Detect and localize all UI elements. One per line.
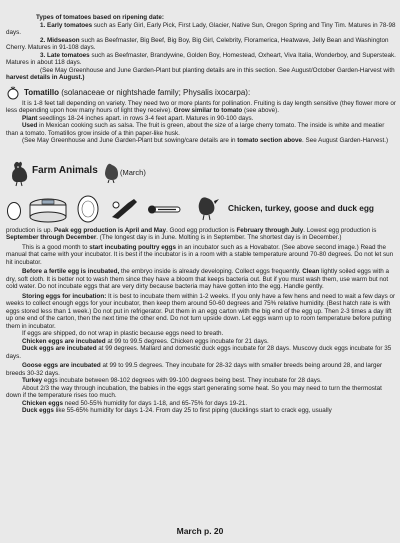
chicken-eggs-title: Chicken, turkey, goose and duck egg <box>228 202 374 213</box>
storing-eggs-paragraph: Storing eggs for incubation: It is best to incubate them within 1-2 weeks. If you only have a few hens and need to wait a few days or weeks to collect enough eggs for your incubator, then keep them around 50-60 degrees and 75% relative humidity. (Best hatch rate is with eggs stored less than 1 week.) Do not put in refrigerator. Put them in an egg carton with the big end of the egg up. Then 2-3 times a day lift up one end of the carton, then the next time the other end. Do not turn upside down. Let eggs warm up to room temperature before putting them in incubator. <box>6 292 396 330</box>
incubator-icon <box>28 197 68 223</box>
shipped-eggs-paragraph: If eggs are shipped, do not wrap in plastic because eggs need to breath. <box>22 330 224 337</box>
tomato-types-heading: Types of tomatoes based on ripening date: <box>36 14 164 21</box>
incubation-heat-paragraph: About 2/3 the way through incubation, the babies in the eggs start generating some heat. So you may need to turn the thermostat down if the temperature rises too much. <box>6 384 382 399</box>
farm-animals-heading <box>6 159 396 189</box>
start-incubating-paragraph: This is a good month to start incubating poultry eggs in an incubator such as a Hovabator. (See above second image.) Read the manual that came with your incubator. It is best if the incubator is in a room with a stable temperature around 70-80 degrees. Do not let sun hit incubator. <box>6 243 394 266</box>
chicken-incubation-paragraph: Chicken eggs are incubated at 99 to 99.5 degrees. Chicken eggs incubate for 21 days. <box>22 337 269 345</box>
late-tomatoes-paragraph: 3. Late tomatoes such as Beefmaster, Brandywine, Golden Boy, Homestead, Oxheart, Viva Italia, Wonderboy, and Supersteak. Matures in about 118 days. <box>6 51 396 66</box>
tomatillo-paragraph-3: Used in Mexican cooking such as salsa. The fruit is green, about the size of a large cherry tomato. The inside is white and meatier than a tomato. Tomatillos grow inside of a thin paper-like husk. <box>6 122 385 137</box>
farm-animals-title: Farm Animals <box>32 164 98 176</box>
duck-incubation-paragraph: Duck eggs are incubated at 99 degrees. Mallard and domestic duck eggs incubate for 28 days. Muscovy duck eggs incubate for 35 days. <box>6 345 392 360</box>
thermometer-icon <box>146 199 186 221</box>
tomatillo-paragraph-2: Plant seedlings 18-24 inches apart. in rows 3-4 feet apart. Matures in 90-100 days. <box>22 114 254 122</box>
fertile-egg-paragraph: Before a fertile egg is incubated, the embryo inside is already developing. Collect eggs frequently. Clean lightly soiled eggs with a dry, soft cloth. It is better not to wash them since they have a bloom that keeps bacteria out. But if you must wash them, use warm but not cold water. Do not incubate eggs that are very dirty because bacteria may have gotten into the egg. Handle gently. <box>6 268 390 290</box>
tomatillo-paragraph-4: (See May Greenhouse and June Garden-Plant but sowing/care details are in tomato section above. See August Garden-Harvest.) <box>22 137 389 144</box>
chicken-humidity-paragraph: Chicken eggs need 50-55% humidity for days 1-18, and 65-75% for days 19-21. <box>22 399 248 407</box>
tomatillo-icon <box>6 86 20 100</box>
turkey-incubation-paragraph: Turkey eggs incubate between 98-102 degrees with 99-100 degrees being best. They incubate for 28 days. <box>22 377 322 384</box>
tomatillo-paragraph-1: It is 1-8 feet tall depending on variety. They need two or more plants for pollination. Fruiting is day length sensitive (they flower more or less depending upon how many hours of light they receive). Grow similar to tomato (see above). <box>6 99 396 114</box>
rooster-icon <box>8 159 30 187</box>
midseason-tomatoes-paragraph: 2. Midseason such as Beefmaster, Big Beef, Big Boy, Big Girl, Celebrity, Floramerica, Heatwave, Jelly Bean and Washington Cherry. Matures in 91-108 days. <box>6 36 389 51</box>
hen-icon <box>102 161 120 183</box>
duck-humidity-paragraph: Duck eggs like 55-65% humidity for days 1-24. From day 25 to first piping (ducklings start to crack egg, usually <box>22 407 332 414</box>
egg-production-paragraph: production is up. Peak egg production is April and May. Good egg production is February through July. Lowest egg production is September through December. (The longest day is in June. Molting is in September. The shortest day is in December.) <box>6 226 377 241</box>
chick-icon <box>192 193 222 223</box>
tomatillo-title: Tomatillo <box>24 87 59 97</box>
farm-month: (March) <box>120 167 146 177</box>
document-page <box>6 0 396 543</box>
tomatillo-heading: Tomatillo (solanaceae or nightshade family; Physalis ixocarpa): <box>6 86 396 100</box>
incubation-icons-row <box>6 193 396 227</box>
egg-candling-icon <box>74 195 102 223</box>
early-tomatoes-paragraph: 1. Early tomatoes such as Early Girl, Early Pick, First Lady, Glacier, Native Sun, Oregon Spring and Tiny Tim. Matures in 78-98 days. <box>6 21 396 36</box>
page-footer: March p. 20 <box>176 526 224 536</box>
goose-incubation-paragraph: Goose eggs are incubated at 99 to 99.5 degrees. They incubate for 28-32 days with smaller breeds being around 28, and larger breeds 30-32 days. <box>6 362 383 377</box>
tools-icon <box>110 197 140 221</box>
tomato-see-paragraph: (See May Greenhouse and June Garden-Plant but planting details are in this section. See August/October Garden-Harvest with harvest details in August.) <box>6 66 395 81</box>
egg-icon <box>6 199 22 221</box>
